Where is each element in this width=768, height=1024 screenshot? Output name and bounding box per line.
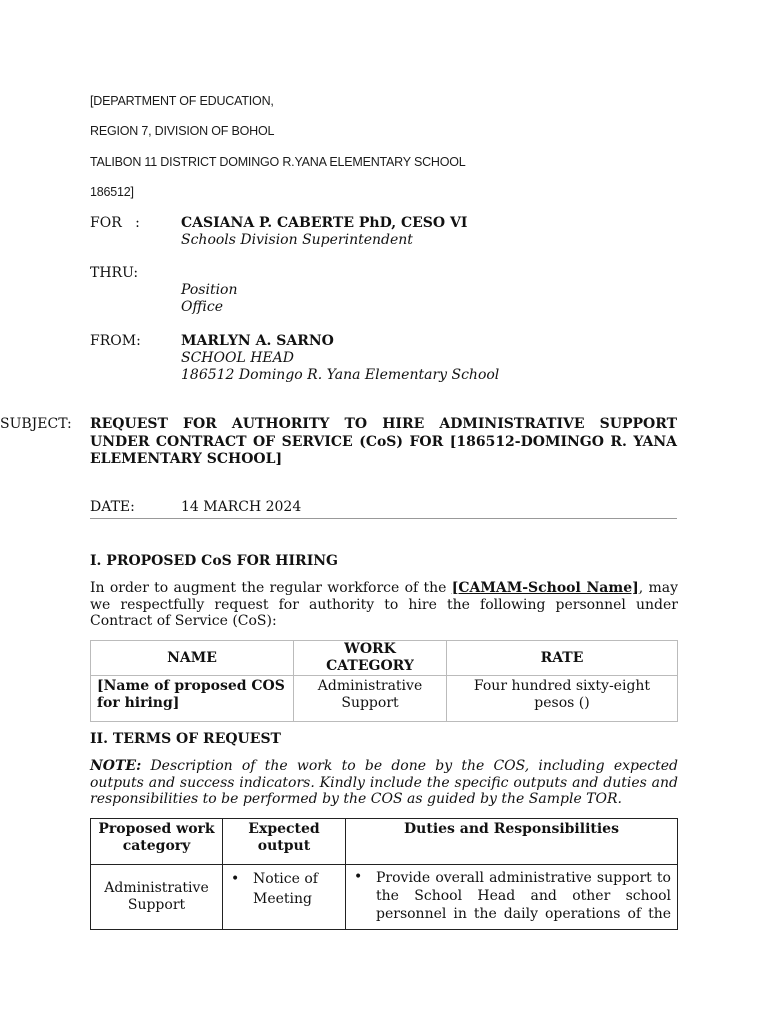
table-header-row [91,819,678,865]
from-name: MARLYN A. SARNO [181,333,334,349]
cos-hiring-table [90,640,678,722]
bullet-icon: • [354,869,363,885]
terms-table [90,818,678,930]
note-paragraph [90,758,678,808]
column-header-name: NAME [91,641,294,676]
cell-work-category: Administrative Support [294,676,447,722]
from-school: 186512 Domingo R. Yana Elementary School [181,367,500,383]
column-header-duties: Duties and Responsibilities [346,819,678,865]
duty-line-3: personnel in the daily operations of the [376,906,671,922]
thru-office: Office [181,299,223,315]
thru-position: Position [181,282,238,298]
table-row [91,676,678,722]
header-line-1: [DEPARTMENT OF EDUCATION, [90,94,274,108]
list-item [352,869,671,923]
column-header-expected-output: Expected output [223,819,346,865]
date-row [90,499,677,519]
subject-text: REQUEST FOR AUTHORITY TO HIRE ADMINISTRATIVE SUPPORT UNDER CONTRACT OF SERVICE (CoS) FOR [186512-DOMINGO R. YANA ELEMENTARY SCHOOL] [90,416,677,467]
table-header-row [91,641,678,676]
column-header-work-category: WORK CATEGORY [294,641,447,676]
from-title: SCHOOL HEAD [181,350,294,366]
school-name-placeholder: [CAMAM-School Name] [451,580,639,596]
date-value: 14 MARCH 2024 [181,499,302,515]
note-text: Description of the work to be done by the COS, including expected outputs and success indicators. Kindly include the specific outputs and duties and responsibilities to be performed by the COS as guided by the Sample TOR. [90,758,678,807]
header-line-3: TALIBON 11 DISTRICT DOMINGO R.YANA ELEMENTARY SCHOOL [90,155,466,169]
for-label: FOR : [90,215,140,231]
column-header-work-category: Proposed work category [91,819,223,865]
section-2-title: II. TERMS OF REQUEST [90,731,281,747]
thru-label: THRU: [90,265,139,281]
for-title: Schools Division Superintendent [181,232,413,248]
duty-line-1: Provide overall administrative support to [376,870,671,886]
section-1-paragraph [90,580,678,630]
for-name: CASIANA P. CABERTE PhD, CESO VI [181,215,468,231]
para-text-after: , may we respectfully request for authority to hire the following personnel under Contract of Service (CoS): [90,580,678,629]
from-label: FROM: [90,333,141,349]
cell-output [223,865,346,930]
column-header-rate: RATE [447,641,678,676]
header-line-4: 186512] [90,185,134,199]
subject-label: SUBJECT: [0,416,72,432]
output-text: Notice of Meeting [253,871,318,907]
cell-duties [346,865,678,930]
cell-category: Administrative Support [91,865,223,930]
note-label: NOTE: [90,758,142,774]
section-1-title: I. PROPOSED CoS FOR HIRING [90,553,338,569]
table-row [91,865,678,930]
bullet-icon: • [231,871,240,887]
cell-rate: Four hundred sixty-eight pesos () [447,676,678,722]
cell-name: [Name of proposed COS for hiring] [91,676,294,722]
para-text-before: In order to augment the regular workforce of the [90,580,452,596]
header-line-2: REGION 7, DIVISION OF BOHOL [90,124,275,138]
date-label: DATE: [90,499,135,515]
list-item [229,869,339,909]
duty-line-2: the School Head and other school [376,888,671,904]
